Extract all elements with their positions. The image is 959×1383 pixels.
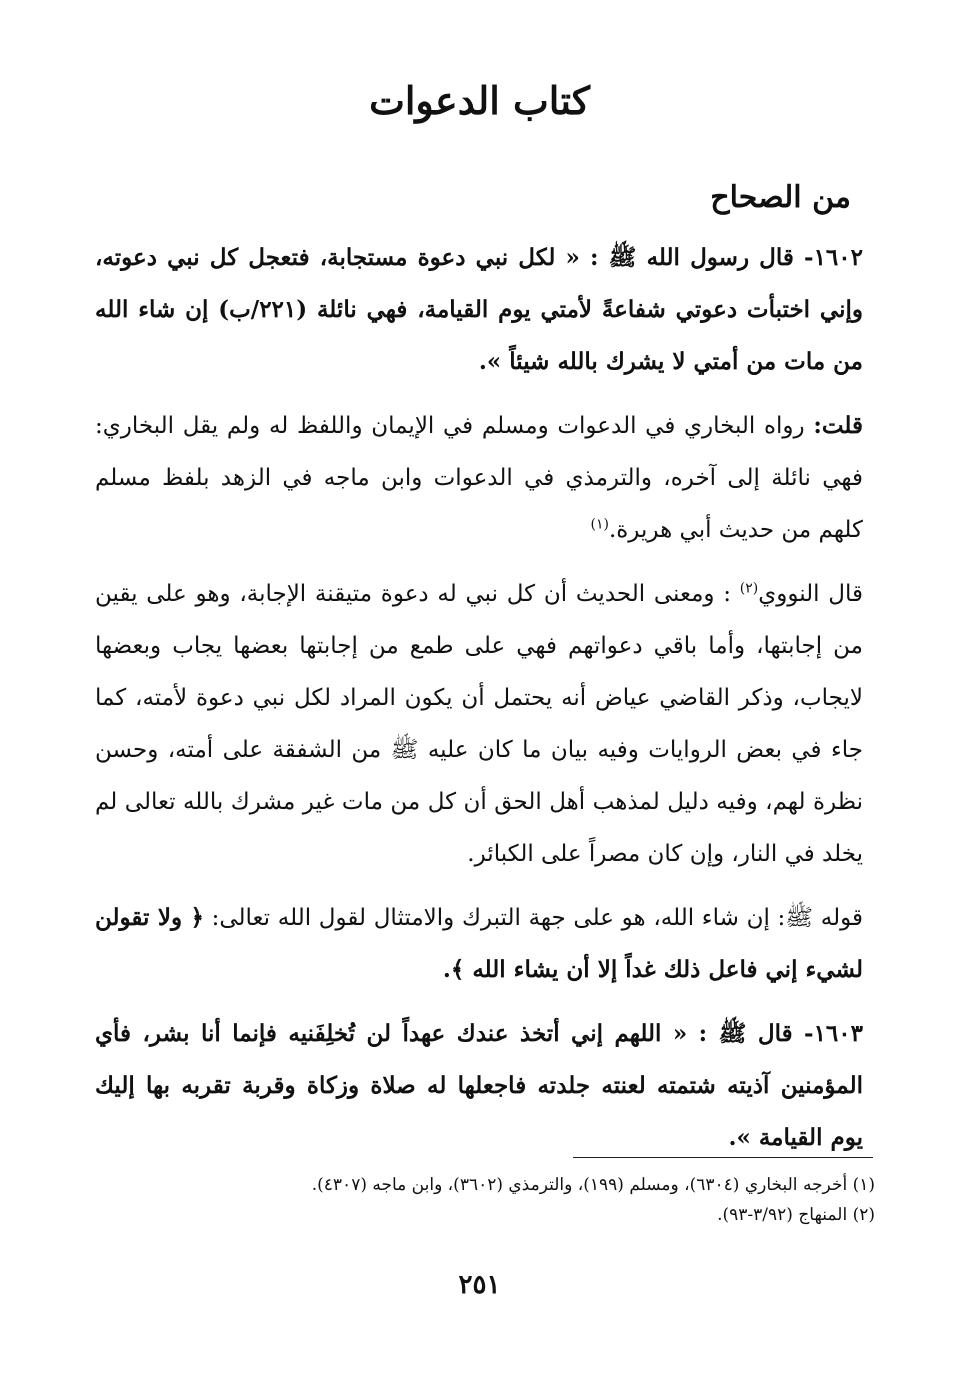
hadith-1603: ١٦٠٣- قال ﷺ : « اللهم إني أتخذ عندك عهداً لن تُخلِفَنيه فإنما أنا بشر، فأي المؤمنين آذيته شتمته لعنته جلدته فاجعلها له صلاة وزكاة وقربة تقربه بها إليك يوم القيامة ». bbox=[95, 1020, 863, 1151]
commentary-label: قلت: bbox=[813, 412, 864, 439]
commentary-text: رواه البخاري في الدعوات ومسلم في الإيمان واللفظ له ولم يقل البخاري: فهي نائلة إلى آخره، والترمذي في الدعوات وابن ماجه في الزهد بلفظ مسلم كلهم من حديث أبي هريرة. bbox=[95, 413, 863, 543]
page-title: كتاب الدعوات bbox=[369, 78, 590, 123]
qawluhu-text: قوله ﷺ: إن شاء الله، هو على جهة التبرك والامتثال لقول الله تعالى: bbox=[211, 905, 864, 931]
footnote-divider bbox=[573, 1157, 873, 1158]
nawawi-text: : ومعنى الحديث أن كل نبي له دعوة متيقنة الإجابة، وهو على يقين من إجابتها، وأما باقي دعواتهم فهي على طمع من إجابتها بعضها يجاب وبعضها لايجاب، وذكر القاضي عياض أنه يحتمل أن يكون المراد لكل نبي دعوة لأمته، كما جاء في بعض الروايات وفيه بيان ما كان عليه ﷺ من الشفقة على أمته، وحسن نظرة لهم، وفيه دليل لمذهب أهل الحق أن كل من مات غير مشرك بالله تعالى لم يخلد في النار، وإن كان مصراً على الكبائر. bbox=[95, 581, 863, 867]
section-heading: من الصحاح bbox=[710, 180, 851, 215]
footnote-ref-1: (١) bbox=[590, 516, 609, 533]
footnote-2: (٢) المنهاج (٣/٩٢-٩٣). bbox=[717, 1205, 875, 1225]
footnote-ref-2: (٢) bbox=[739, 580, 759, 597]
qawluhu-paragraph bbox=[95, 892, 863, 996]
nawawi-intro: قال النووي bbox=[758, 581, 863, 607]
page-number: ٢٥١ bbox=[458, 1270, 501, 1300]
nawawi-paragraph bbox=[95, 568, 863, 880]
commentary-paragraph bbox=[95, 400, 863, 556]
hadith-1602: ١٦٠٢- قال رسول الله ﷺ : « لكل نبي دعوة مستجابة، فتعجل كل نبي دعوته، وإني اختبأت دعوتي شفاعةً لأمتي يوم القيامة، فهي نائلة (٢٢١/ب) إن شاء الله من مات من أمتي لا يشرك بالله شيئاً ». bbox=[95, 244, 863, 375]
main-text bbox=[95, 232, 863, 1176]
quran-verse: ﴿ ولا تقولن لشيء إني فاعل ذلك غداً إلا أن يشاء الله ﴾. bbox=[95, 904, 863, 983]
footnotes bbox=[95, 1170, 875, 1230]
footnote-1: (١) أخرجه البخاري (٦٣٠٤)، ومسلم (١٩٩)، والترمذي (٣٦٠٢)، وابن ماجه (٤٣٠٧). bbox=[311, 1175, 875, 1195]
